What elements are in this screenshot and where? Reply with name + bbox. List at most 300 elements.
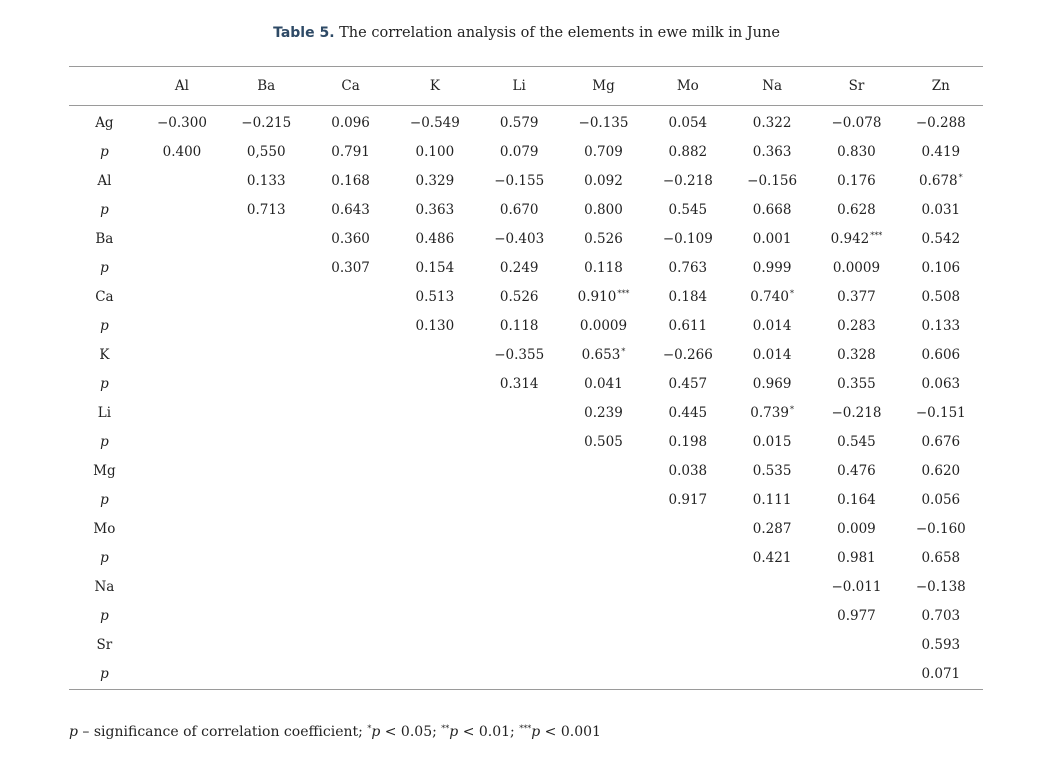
table-cell [730,659,814,690]
table-cell [477,630,561,659]
table-cell [899,195,983,224]
significance-mark: * [621,346,626,356]
table-cell [814,572,898,601]
table-cell [646,369,730,398]
table-cell [393,137,477,166]
table-cell [224,485,308,514]
correlation-value: 0.287 [752,520,792,537]
table-cell [477,224,561,253]
table-cell [899,253,983,282]
p-value-row [69,601,983,630]
p-value: 0.056 [921,491,961,508]
correlation-row [69,398,983,427]
table-cell [814,601,898,630]
row-header: p [100,607,109,624]
p-value: 0.0009 [832,259,881,276]
table-body [69,106,983,690]
p-value: 0.791 [331,143,370,160]
significance-mark: * [789,404,794,414]
significance-mark: * [789,288,794,298]
table-cell [561,195,645,224]
correlation-value: −0.355 [494,346,545,363]
table-cell [646,630,730,659]
correlation-row [69,630,983,659]
header-corner [69,67,140,106]
table-cell [646,166,730,195]
table-cell [730,137,814,166]
table-cell [561,485,645,514]
significance-mark: *** [617,288,630,298]
correlation-value: −0.215 [241,114,292,131]
table-cell [224,137,308,166]
table-cell [899,630,983,659]
p-value: 0.505 [584,433,623,450]
p-value: 0.106 [921,259,961,276]
row-header: Ca [95,288,114,305]
table-cell [308,137,392,166]
correlation-value: 0.009 [837,520,876,537]
table-cell [561,282,645,311]
correlation-value: 0.653 [581,346,621,363]
footnote-description: – significance of correlation coefficient; [77,724,368,740]
p-value: 0.014 [752,317,792,334]
footnote-p-symbol: p [69,724,78,740]
table-cell [140,630,224,659]
correlation-value: 0.239 [584,404,623,421]
p-value: 0.421 [752,549,792,566]
p-value: 0.118 [584,259,623,276]
table-cell [561,253,645,282]
footnote-sig3-threshold: < 0.001 [540,724,601,740]
table-cell [477,253,561,282]
table-cell [646,601,730,630]
column-header: Mo [646,67,730,106]
correlation-value: −0.266 [662,346,713,363]
correlation-value: 0.001 [752,230,792,247]
table-cell [814,224,898,253]
column-header: Ba [224,67,308,106]
row-header: Li [97,404,112,421]
column-header: K [393,67,477,106]
table-cell [308,166,392,195]
row-header: p [100,375,109,392]
table-cell [730,427,814,456]
column-header: Mg [561,67,645,106]
table-cell [308,340,392,369]
footnote-p-symbol: p [449,724,459,740]
row-header: p [100,433,109,450]
table-cell [308,253,392,282]
p-value-row [69,659,983,690]
footnote-sig1-threshold: < 0.05; [380,724,442,740]
correlation-value: −0.156 [747,172,798,189]
table-cell [224,514,308,543]
correlation-value: 0.014 [752,346,792,363]
correlation-value: −0.403 [494,230,545,247]
table-cell [224,572,308,601]
p-value-row [69,369,983,398]
table-cell [224,543,308,572]
table-cell [561,456,645,485]
correlation-value: 0.740 [750,288,789,305]
table-cell [393,106,477,138]
p-value: 0.164 [837,491,876,508]
table-cell [730,253,814,282]
table-cell [393,543,477,572]
table-cell [730,514,814,543]
table-cell [393,398,477,427]
correlation-value: 0.176 [837,172,876,189]
p-value: 0.545 [837,433,876,450]
table-cell [561,601,645,630]
correlation-value: 0.739 [750,404,789,421]
correlation-value: −0.218 [662,172,713,189]
table-cell [646,137,730,166]
table-cell [899,485,983,514]
table-cell [140,601,224,630]
table-cell [814,543,898,572]
row-header: Al [97,172,112,189]
p-value: 0.314 [499,375,539,392]
table-cell [814,195,898,224]
table-cell [814,514,898,543]
table-cell [308,427,392,456]
p-value: 0.130 [415,317,455,334]
correlation-value: −0.155 [494,172,545,189]
table-cell [561,514,645,543]
table-cell [140,282,224,311]
p-value: 0.676 [921,433,961,450]
significance-mark: * [958,172,963,182]
p-value: 0.830 [837,143,876,160]
table-cell [646,485,730,514]
table-cell [140,224,224,253]
p-value-row [69,311,983,340]
p-value: 0.611 [668,317,708,334]
table-cell [308,224,392,253]
row-header: Mo [93,520,116,537]
table-cell [140,514,224,543]
table-cell [899,601,983,630]
table-cell [477,659,561,690]
table-cell [140,659,224,690]
p-value: 0.249 [499,259,539,276]
p-value: 0.643 [331,201,370,218]
table-cell [561,398,645,427]
table-cell [730,224,814,253]
table-cell [393,369,477,398]
table-cell [393,630,477,659]
table-cell [561,137,645,166]
table-cell [224,224,308,253]
correlation-value: −0.300 [156,114,207,131]
footnote-p-symbol: p [371,724,381,740]
correlation-value: 0.377 [837,288,876,305]
table-cell [393,340,477,369]
table-cell [224,340,308,369]
correlation-row [69,166,983,195]
table-cell [730,282,814,311]
table-cell [646,282,730,311]
table-cell [140,543,224,572]
table-cell [308,106,392,138]
column-header: Na [730,67,814,106]
correlation-value: −0.288 [915,114,966,131]
footnote-p-symbol: p [531,724,541,740]
p-value: 0.703 [921,607,961,624]
row-header: p [100,549,109,566]
row-header: p [100,491,109,508]
p-value: 0.355 [837,375,876,392]
table-cell [308,601,392,630]
table-cell [646,340,730,369]
table-cell [393,514,477,543]
correlation-value: 0.606 [921,346,961,363]
correlation-row [69,340,983,369]
table-cell [477,485,561,514]
correlation-table [69,66,983,690]
p-value: 0.283 [837,317,876,334]
table-cell [899,369,983,398]
row-header: p [100,143,109,160]
table-cell [393,195,477,224]
table-cell [140,427,224,456]
p-value: 0.015 [752,433,792,450]
table-cell [730,195,814,224]
correlation-value: 0.513 [415,288,455,305]
table-cell [224,311,308,340]
row-header: p [100,259,109,276]
table-cell [899,572,983,601]
footnote-sig2-mark: ** [441,724,450,733]
table-cell [646,456,730,485]
p-value: 0.363 [415,201,455,218]
table-cell [308,195,392,224]
table-cell [308,659,392,690]
correlation-value: 0.329 [415,172,455,189]
table-cell [140,369,224,398]
header-row [69,67,983,106]
table-cell [561,659,645,690]
table-cell [899,106,983,138]
table-cell [477,340,561,369]
p-value: 0.100 [415,143,455,160]
p-value: 0.031 [921,201,961,218]
correlation-row [69,282,983,311]
table-cell [477,195,561,224]
table-cell [393,659,477,690]
table-cell [814,282,898,311]
p-value: 0.198 [668,433,708,450]
p-value: 0.041 [584,375,623,392]
table-cell [308,456,392,485]
p-value: 0.419 [921,143,961,160]
column-header: Zn [899,67,983,106]
p-value-row [69,137,983,166]
correlation-value: −0.218 [831,404,882,421]
table-cell [393,456,477,485]
table-cell [140,340,224,369]
table-cell [899,514,983,543]
table-cell [393,601,477,630]
table-cell [730,601,814,630]
table-cell [140,253,224,282]
table-cell [224,456,308,485]
correlation-value: 0.168 [331,172,370,189]
correlation-value: 0.535 [752,462,792,479]
table-cell [730,485,814,514]
column-header: Li [477,67,561,106]
table-cell [393,253,477,282]
table-cell [646,543,730,572]
table-cell [561,166,645,195]
p-value: 0.658 [921,549,961,566]
table-cell [224,253,308,282]
table-cell [730,311,814,340]
column-header: Ca [308,67,392,106]
table-cell [393,282,477,311]
correlation-value: 0.620 [921,462,961,479]
table-cell [140,106,224,138]
correlation-value: 0.096 [331,114,370,131]
row-header: K [99,346,110,363]
p-value: 0.063 [921,375,961,392]
table-cell [646,106,730,138]
table-cell [140,166,224,195]
correlation-value: 0.328 [837,346,876,363]
p-value: 0.154 [415,259,455,276]
table-cell [899,427,983,456]
correlation-value: 0.054 [668,114,708,131]
table-cell [477,106,561,138]
p-value: 0.0009 [579,317,628,334]
table-footnote [69,724,601,740]
row-header: p [100,317,109,334]
row-header: p [69,659,140,690]
p-value: 0.999 [752,259,792,276]
table-cell [646,253,730,282]
p-value: 0.071 [921,666,961,682]
table-cell [477,369,561,398]
p-value: 0.709 [584,143,623,160]
correlation-value: 0.942 [830,230,870,247]
p-value: 0.981 [837,549,876,566]
table-cell [730,630,814,659]
table-cell [308,630,392,659]
table-caption-label: Table 5. [273,25,335,41]
table-cell [393,572,477,601]
correlation-value: −0.109 [662,230,713,247]
table-cell [561,224,645,253]
table-cell [899,137,983,166]
p-value: 0.111 [752,491,792,508]
table-cell [308,543,392,572]
table-cell [477,398,561,427]
table-cell [308,282,392,311]
table-cell [646,195,730,224]
table-cell [730,543,814,572]
table-cell [646,427,730,456]
table-cell [814,166,898,195]
table-cell [140,195,224,224]
table-cell [477,166,561,195]
table-cell [730,572,814,601]
table-cell [224,398,308,427]
correlation-value: −0.078 [831,114,882,131]
table-cell [814,485,898,514]
table-cell [899,456,983,485]
correlation-value: 0.445 [668,404,708,421]
correlation-value: 0.476 [837,462,876,479]
table-caption-text: The correlation analysis of the elements in ewe milk in June [339,25,780,41]
significance-mark: *** [870,230,883,240]
row-header: Ba [95,230,114,247]
table-cell [308,369,392,398]
table-cell [224,166,308,195]
table-cell [561,543,645,572]
table-cell [477,456,561,485]
table-cell [730,340,814,369]
table-cell [308,514,392,543]
p-value-row [69,485,983,514]
table-cell [224,659,308,690]
table-cell [899,311,983,340]
table-cell [477,543,561,572]
correlation-row [69,224,983,253]
column-header: Sr [814,67,898,106]
table-cell [224,106,308,138]
table-cell [646,572,730,601]
table-cell [224,427,308,456]
p-value: 0.670 [499,201,539,218]
table-cell [899,340,983,369]
correlation-value: 0.133 [246,172,286,189]
table-cell [308,311,392,340]
row-header: Sr [96,636,113,653]
table-cell [393,427,477,456]
p-value: 0.363 [752,143,792,160]
correlation-value: 0.526 [584,230,623,247]
p-value: 0.628 [837,201,876,218]
correlation-value: −0.135 [578,114,629,131]
table-cell [814,659,898,690]
correlation-value: 0.360 [331,230,370,247]
correlation-value: 0.322 [752,114,792,131]
p-value: 0.977 [837,607,876,624]
table-cell [561,572,645,601]
row-header: Na [94,578,115,595]
correlation-value: 0.593 [921,636,961,653]
table-cell [224,630,308,659]
p-value: 0.079 [499,143,539,160]
table-cell [140,485,224,514]
table-cell [814,253,898,282]
table-cell [646,514,730,543]
correlation-value: 0.508 [921,288,961,305]
p-value: 0.800 [584,201,623,218]
table-cell [224,282,308,311]
correlation-value: 0.526 [499,288,539,305]
correlation-value: 0.542 [921,230,961,247]
correlation-value: −0.138 [915,578,966,595]
correlation-value: 0.486 [415,230,455,247]
row-header: Mg [93,462,116,479]
table-cell [814,311,898,340]
table-cell [477,514,561,543]
p-value: 0.917 [668,491,708,508]
p-value: 0.457 [668,375,708,392]
p-value-row [69,195,983,224]
